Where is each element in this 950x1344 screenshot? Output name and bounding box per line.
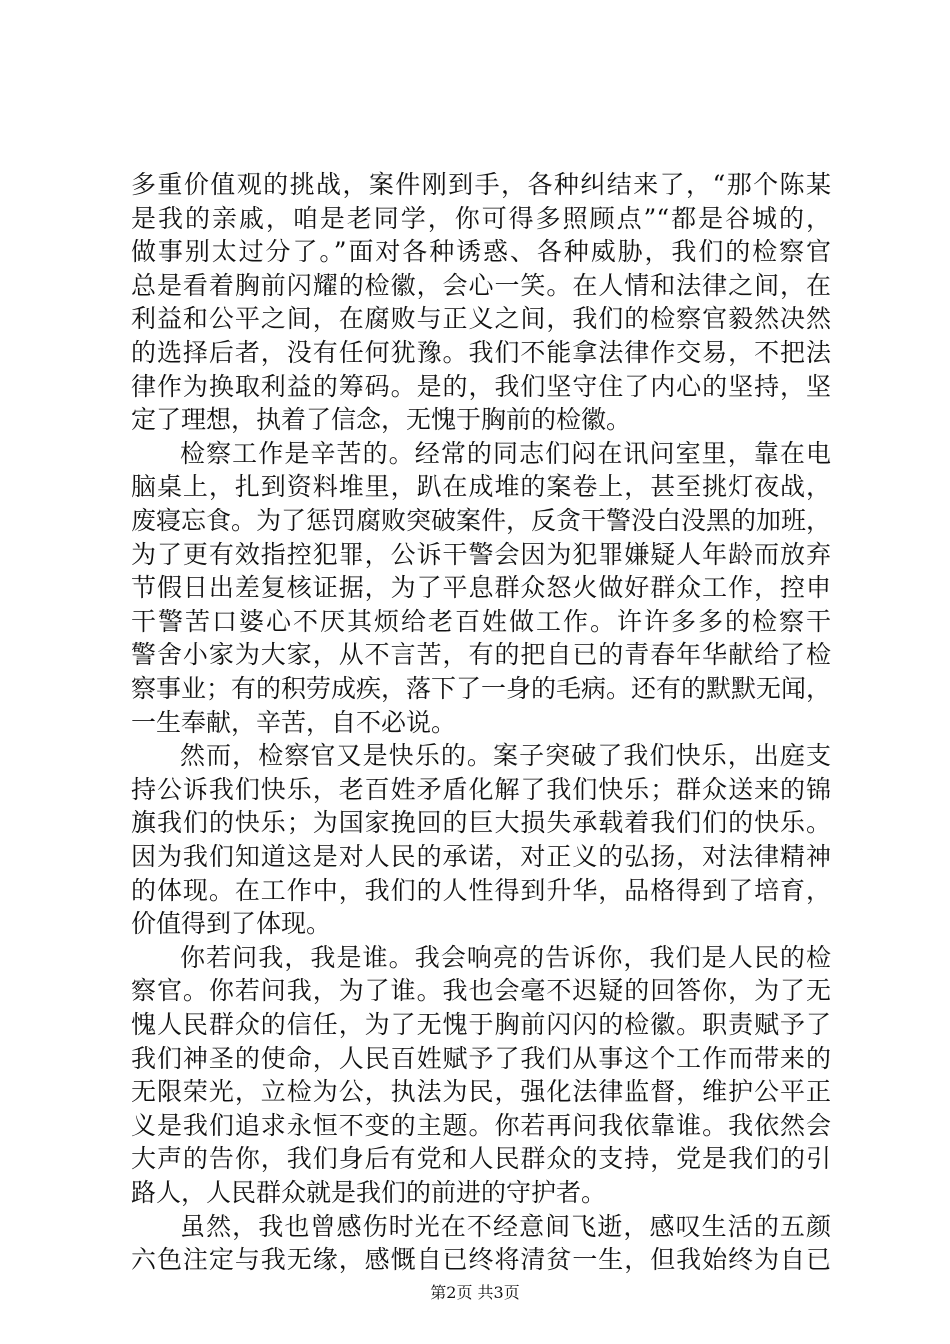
- text-line: 愧人民群众的信任，为了无愧于胸前闪闪的检徽。职责赋予了: [131, 1010, 831, 1039]
- text-line: 为了更有效指控犯罪，公诉干警会因为犯罪嫌疑人年龄而放弃: [131, 540, 831, 569]
- text-line: 旗我们的快乐；为国家挽回的巨大损失承载着我们们的快乐。: [131, 808, 831, 837]
- text-line: 是我的亲戚，咱是老同学，你可得多照顾点”“都是谷城的，: [131, 204, 831, 233]
- text-line: 的体现。在工作中，我们的人性得到升华，品格得到了培育，: [131, 876, 831, 905]
- text-line: 的选择后者，没有任何犹豫。我们不能拿法律作交易，不把法: [131, 338, 831, 367]
- text-line: 定了理想，执着了信念，无愧于胸前的检徽。: [131, 405, 632, 434]
- text-line: 我们神圣的使命，人民百姓赋予了我们从事这个工作而带来的: [131, 1044, 831, 1073]
- text-line: 大声的告你，我们身后有党和人民群众的支持，党是我们的引: [131, 1144, 831, 1173]
- text-line: 脑桌上，扎到资料堆里，趴在成堆的案卷上，甚至挑灯夜战，: [131, 472, 831, 501]
- text-line: 价值得到了体现。: [131, 909, 332, 938]
- paragraph-first-line: 检察工作是辛苦的。经常的同志们闷在讯问室里，靠在电: [180, 439, 831, 468]
- text-line: 总是看着胸前闪耀的检徽，会心一笑。在人情和法律之间，在: [131, 271, 831, 300]
- text-line: 无限荣光，立检为公，执法为民，强化法律监督，维护公平正: [131, 1077, 831, 1106]
- text-line: 律作为换取利益的筹码。是的，我们坚守住了内心的坚持，坚: [131, 372, 831, 401]
- text-line: 利益和公平之间，在腐败与正义之间，我们的检察官毅然决然: [131, 304, 831, 333]
- text-line: 废寝忘食。为了惩罚腐败突破案件，反贪干警没白没黑的加班，: [131, 506, 831, 535]
- text-line: 察事业；有的积劳成疾，落下了一身的毛病。还有的默默无闻，: [131, 674, 831, 703]
- page-number-footer: 第2页 共3页: [430, 1283, 520, 1302]
- text-line: 一生奉献，辛苦，自不必说。: [131, 708, 457, 737]
- text-line: 六色注定与我无缘，感慨自已终将清贫一生，但我始终为自已: [131, 1245, 831, 1274]
- text-line: 路人，人民群众就是我们的前进的守护者。: [131, 1178, 607, 1207]
- text-line: 做事别太过分了。”面对各种诱惑、各种威胁，我们的检察官: [131, 237, 831, 266]
- paragraph-first-line: 然而，检察官又是快乐的。案子突破了我们快乐，出庭支: [180, 741, 831, 770]
- text-line: 节假日出差复核证据，为了平息群众怒火做好群众工作，控申: [131, 573, 831, 602]
- text-line: 干警苦口婆心不厌其烦给老百姓做工作。许许多多的检察干: [131, 607, 831, 636]
- text-line: 因为我们知道这是对人民的承诺，对正义的弘扬，对法律精神: [131, 842, 831, 871]
- paragraph-first-line: 你若问我，我是谁。我会响亮的告诉你，我们是人民的检: [180, 943, 831, 972]
- text-line: 义是我们追求永恒不变的主题。你若再问我依靠谁。我依然会: [131, 1111, 831, 1140]
- text-line: 察官。你若问我，为了谁。我也会毫不迟疑的回答你，为了无: [131, 976, 831, 1005]
- text-line: 持公诉我们快乐，老百姓矛盾化解了我们快乐；群众送来的锦: [131, 775, 831, 804]
- paragraph-first-line: 虽然，我也曾感伤时光在不经意间飞逝，感叹生活的五颜: [180, 1212, 831, 1241]
- text-line: 多重价值观的挑战，案件刚到手，各种纠结来了，“那个陈某: [131, 170, 831, 199]
- text-line: 警舍小家为大家，从不言苦，有的把自已的青春年华献给了检: [131, 640, 831, 669]
